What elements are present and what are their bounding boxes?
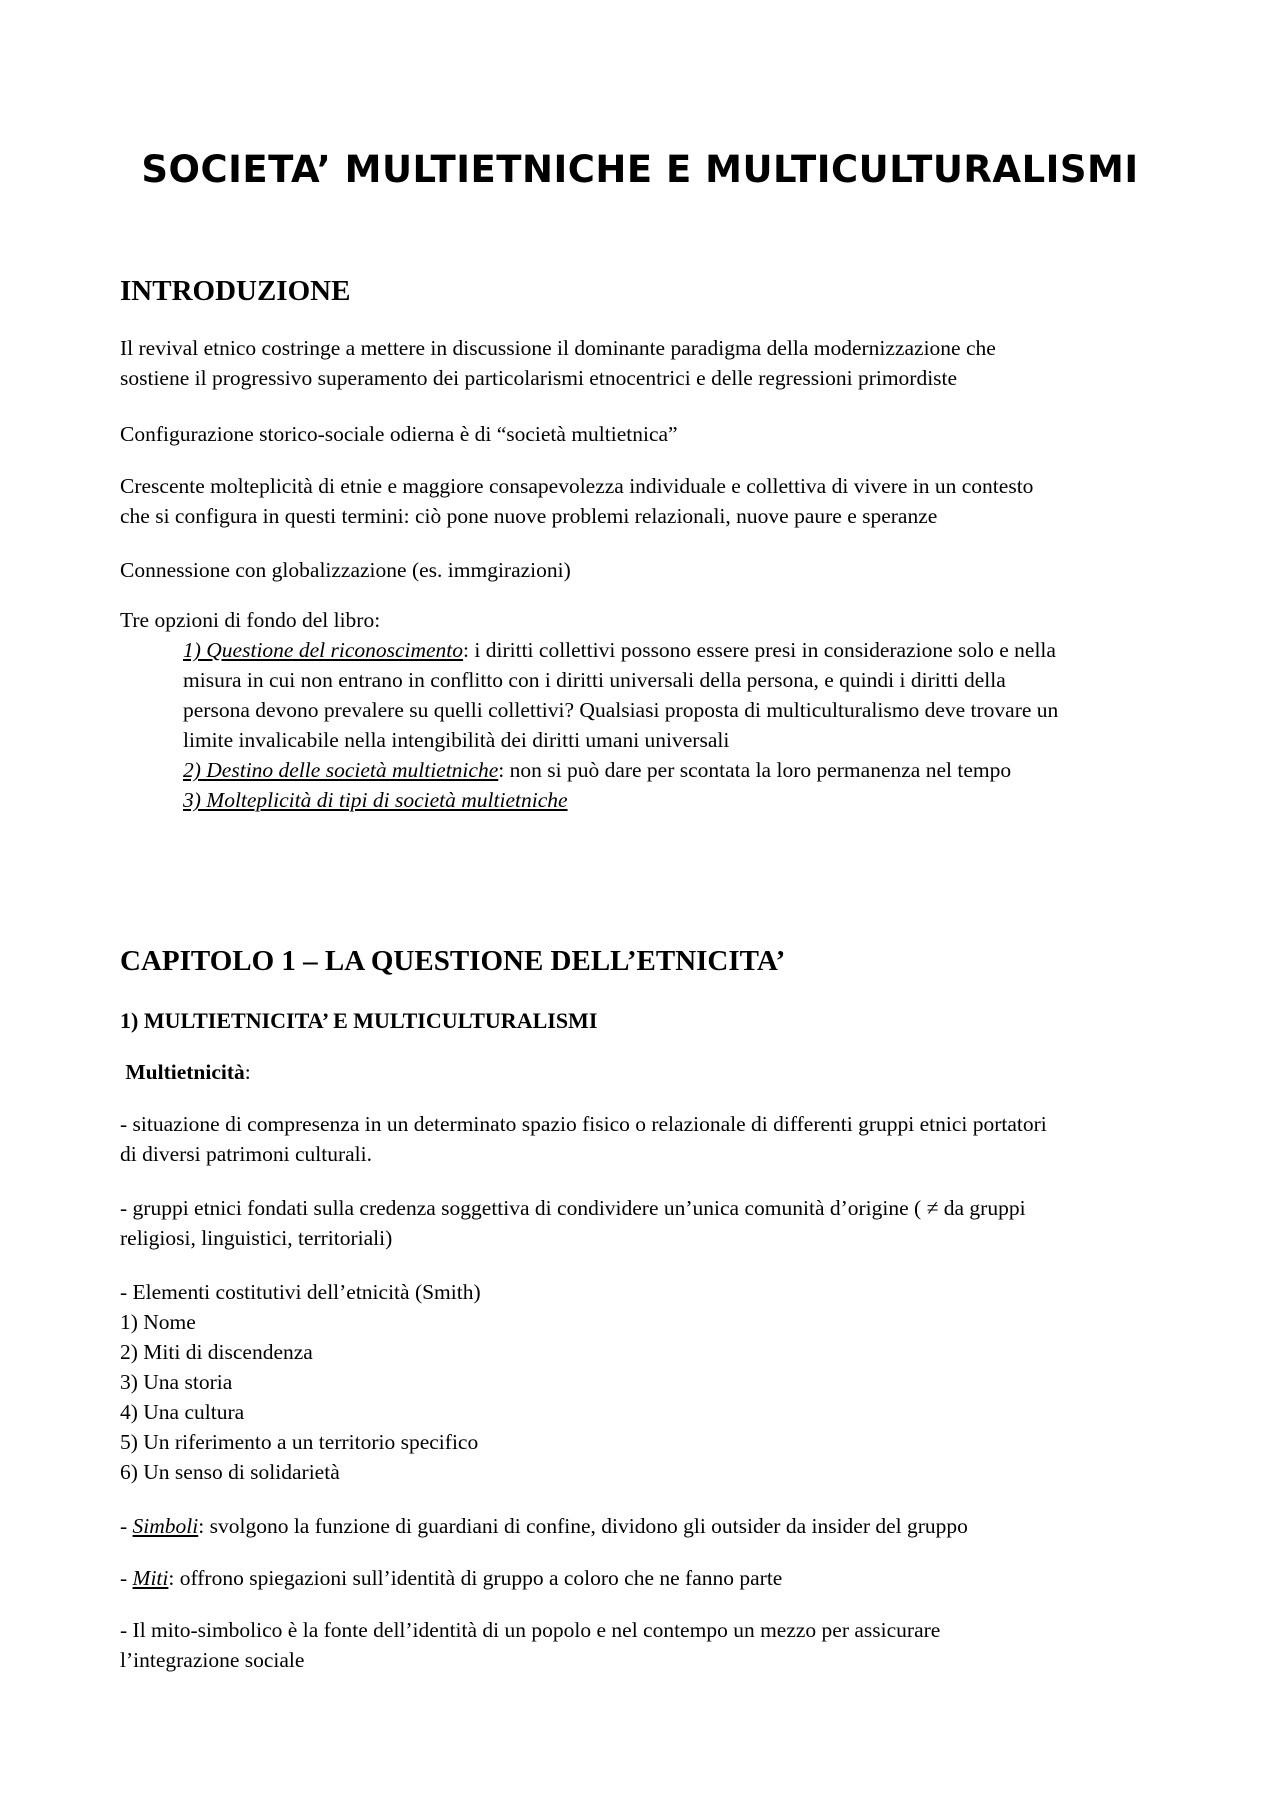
elements-intro: - Elementi costitutivi dell’etnicità (Smith)	[120, 1280, 481, 1304]
miti-label: Miti	[132, 1566, 169, 1590]
miti-text: : offrono spiegazioni sull’identità di gruppo a coloro che ne fanno parte	[168, 1566, 783, 1590]
mito-line-2: l’integrazione sociale	[120, 1648, 305, 1672]
list-item: 5) Un riferimento a un territorio specifico	[120, 1430, 479, 1454]
term-multietnicita: Multietnicità	[125, 1060, 245, 1084]
bullet-2-line-2: religiosi, linguistici, territoriali)	[120, 1226, 393, 1250]
intro-paragraph-4: Connessione con globalizzazione (es. immgirazioni)	[120, 558, 571, 582]
options-list	[183, 635, 1173, 815]
intro-p1-line-2: sostiene il progressivo superamento dei particolarismi etnocentrici e delle regressioni primordiste	[120, 366, 958, 390]
chapter-1-heading: CAPITOLO 1 – LA QUESTIONE DELL’ETNICITA’	[120, 945, 786, 977]
intro-p3-line-2: che si configura in questi termini: ciò pone nuove problemi relazionali, nuove paure e speranze	[120, 504, 938, 528]
section-1-heading: 1) MULTIETNICITA’ E MULTICULTURALISMI	[120, 1008, 598, 1033]
term-line	[120, 1057, 1170, 1087]
option-2	[183, 755, 1173, 785]
list-item: 4) Una cultura	[120, 1400, 245, 1424]
bullet-2	[120, 1193, 1170, 1253]
option-3	[183, 785, 1173, 815]
elements-block	[120, 1277, 1170, 1487]
option-3-label: 3) Molteplicità di tipi di società multietniche	[183, 788, 568, 812]
document-title: SOCIETA’ MULTIETNICHE E MULTICULTURALISMI	[141, 148, 1139, 191]
option-2-text: : non si può dare per scontata la loro permanenza nel tempo	[498, 758, 1012, 782]
mito-line-1: - Il mito-simbolico è la fonte dell’identità di un popolo e nel contempo un mezzo per assicurare	[120, 1618, 941, 1642]
list-item: 3) Una storia	[120, 1370, 233, 1394]
simboli-bullet	[120, 1511, 1170, 1541]
miti-bullet	[120, 1563, 1170, 1593]
simboli-label: Simboli	[132, 1514, 199, 1538]
option-1-line-2: misura in cui non entrano in conflitto con i diritti universali della persona, e quindi i diritti della	[183, 668, 1006, 692]
bullet-1	[120, 1109, 1170, 1169]
intro-heading: INTRODUZIONE	[120, 275, 351, 307]
list-item: 1) Nome	[120, 1310, 196, 1334]
intro-paragraph-5: Tre opzioni di fondo del libro:	[120, 608, 381, 632]
intro-p1-line-1: Il revival etnico costringe a mettere in discussione il dominante paradigma della modernizzazione che	[120, 336, 996, 360]
miti-dash: -	[120, 1566, 133, 1590]
term-colon: :	[244, 1060, 251, 1084]
list-item: 6) Un senso di solidarietà	[120, 1460, 340, 1484]
option-1-line-4: limite invalicabile nella intengibilità dei diritti umani universali	[183, 728, 730, 752]
intro-paragraph-2: Configurazione storico-sociale odierna è di “società multietnica”	[120, 422, 678, 446]
option-1-line-3: persona devono prevalere su quelli collettivi? Qualsiasi proposta di multiculturalismo deve trovare un	[183, 698, 1059, 722]
option-2-label: 2) Destino delle società multietniche	[183, 758, 499, 782]
option-1-line-1	[183, 635, 1173, 665]
simboli-dash: -	[120, 1514, 133, 1538]
option-1-text: : i diritti collettivi possono essere presi in considerazione solo e nella	[463, 638, 1056, 662]
bullet-1-line-2: di diversi patrimoni culturali.	[120, 1142, 372, 1166]
option-1-label: 1) Questione del riconoscimento	[183, 638, 464, 662]
intro-paragraph-1	[120, 333, 1170, 393]
intro-p3-line-1: Crescente molteplicità di etnie e maggiore consapevolezza individuale e collettiva di vivere in un contesto	[120, 474, 1034, 498]
bullet-2-line-1: - gruppi etnici fondati sulla credenza soggettiva di condividere un’unica comunità d’origine ( ≠ da gruppi	[120, 1196, 1026, 1220]
intro-paragraph-3	[120, 471, 1170, 531]
simboli-text: : svolgono la funzione di guardiani di confine, dividono gli outsider da insider del gruppo	[198, 1514, 968, 1538]
mito-simbolico-bullet	[120, 1615, 1170, 1675]
list-item: 2) Miti di discendenza	[120, 1340, 313, 1364]
bullet-1-line-1: - situazione di compresenza in un determinato spazio fisico o relazionale di differenti gruppi etnici portatori	[120, 1112, 1047, 1136]
